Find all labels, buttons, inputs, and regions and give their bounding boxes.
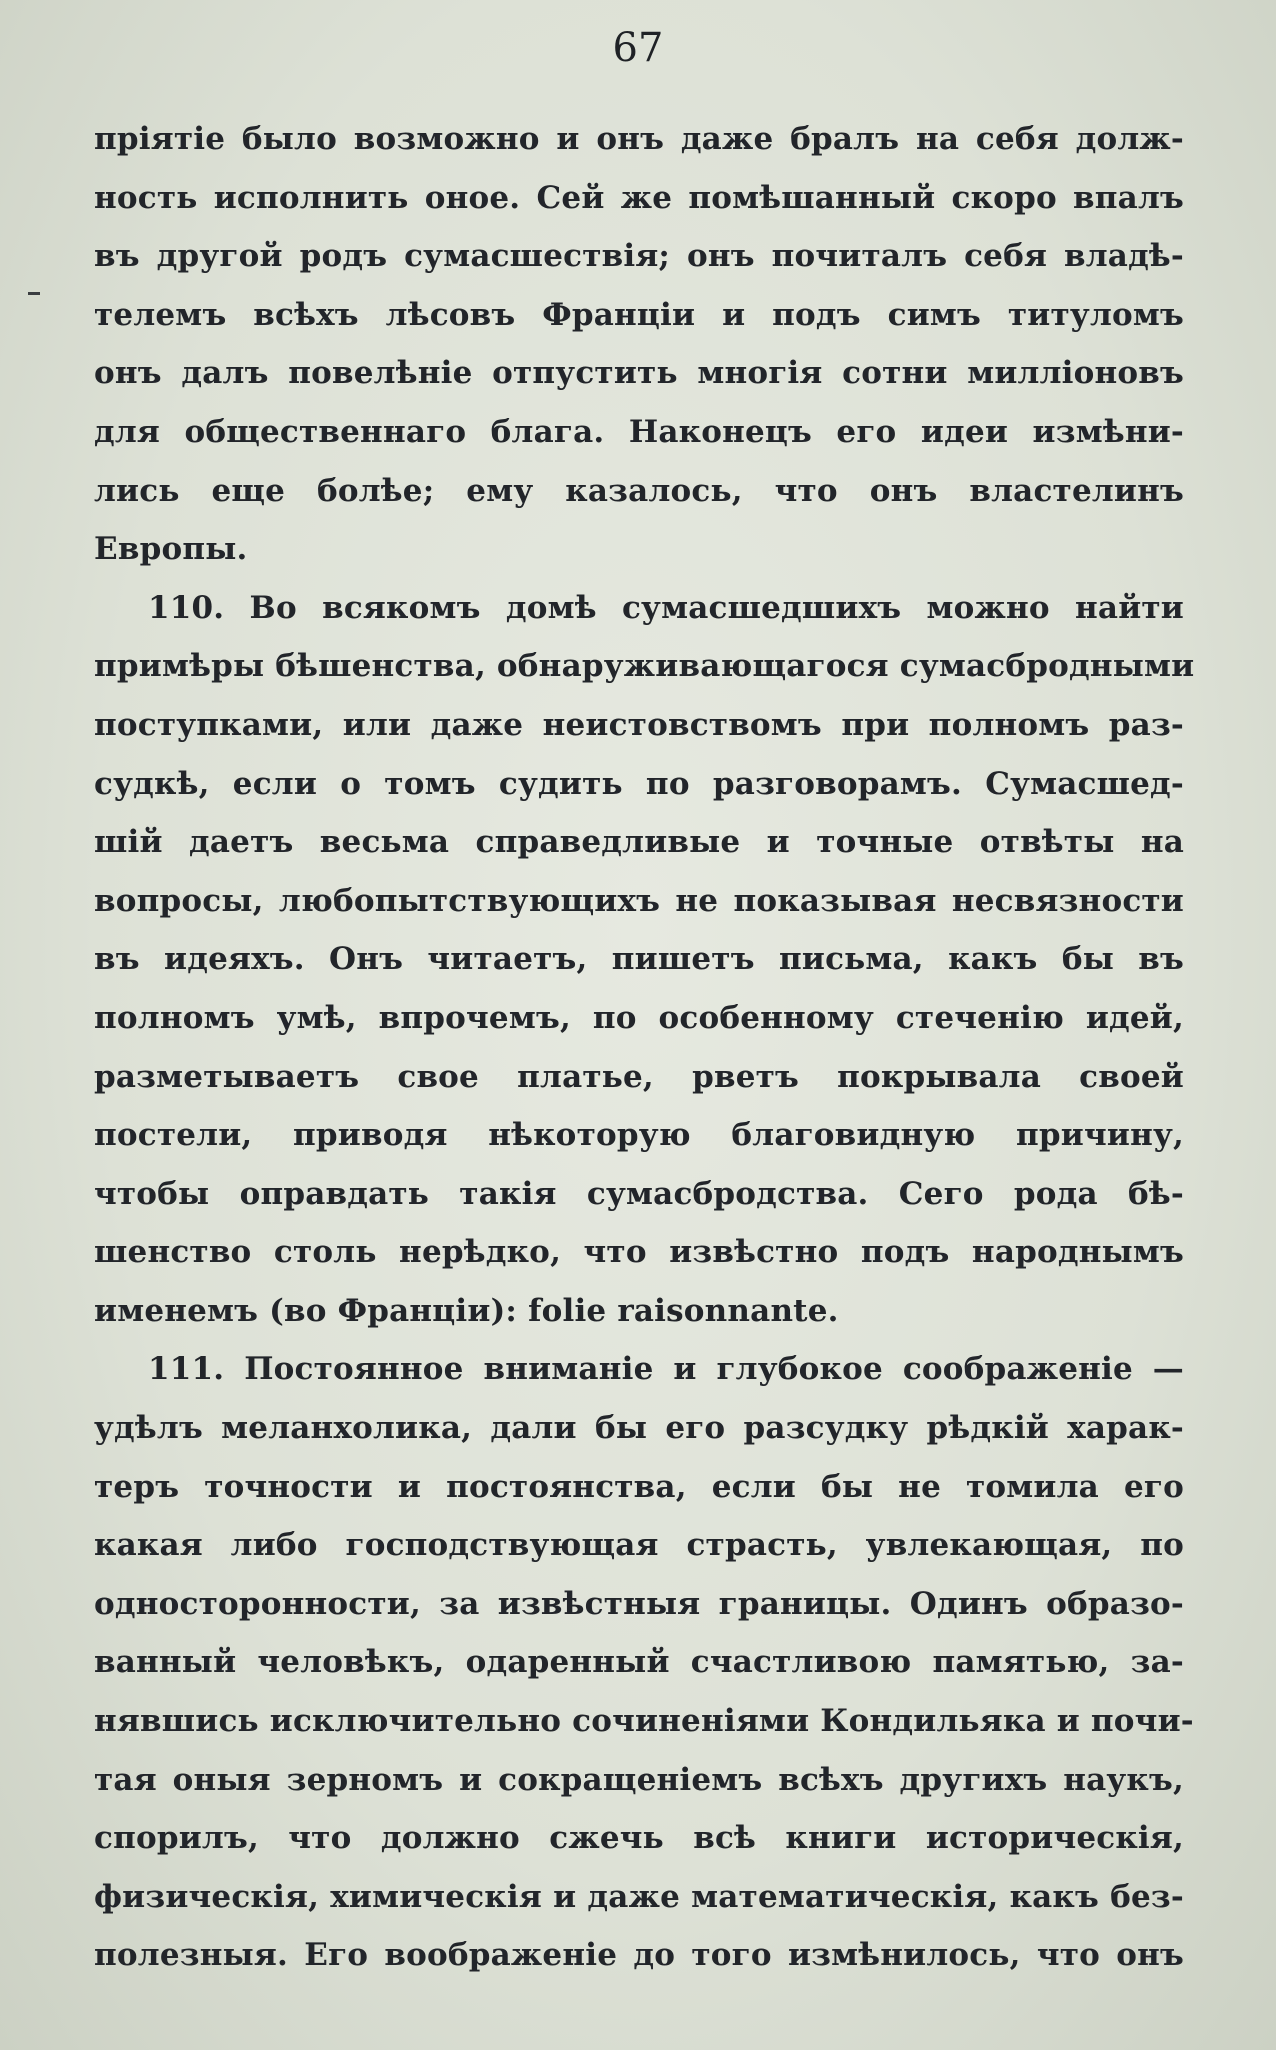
text-line: онъ далъ повелѣніе отпустить многія сотни милліоновъ — [94, 355, 1184, 392]
text-line: спорилъ, что должно сжечь всѣ книги историческія, — [94, 1820, 1184, 1857]
text-line: телемъ всѣхъ лѣсовъ Франціи и подъ симъ титуломъ — [94, 296, 1184, 333]
text-line: полезныя. Его воображеніе до того измѣнилось, что онъ — [94, 1937, 1184, 1974]
text-line: въ другой родъ сумасшествія; онъ почиталъ себя владѣ- — [94, 238, 1184, 275]
text-line: поступками, или даже неистовствомъ при полномъ раз- — [94, 706, 1184, 743]
text-line: чтобы оправдать такія сумасбродства. Сего рода бѣ- — [94, 1175, 1184, 1212]
text-line: шій даетъ весьма справедливые и точные отвѣты на — [94, 824, 1184, 861]
text-line: лись еще болѣе; ему казалось, что онъ властелинъ — [94, 472, 1184, 509]
text-line: полномъ умѣ, впрочемъ, по особенному стеченію идей, — [94, 999, 1184, 1036]
paragraph-end-line: именемъ (во Франціи): folie raisonnante. — [94, 1292, 839, 1329]
page-number: 67 — [612, 25, 664, 71]
text-line: тая оныя зерномъ и сокращеніемъ всѣхъ другихъ наукъ, — [94, 1761, 1184, 1798]
paragraph-start-line: 111. Постоянное вниманіе и глубокое соображеніе — — [148, 1351, 1184, 1388]
text-line: односторонности, за извѣстныя границы. Одинъ образо- — [94, 1585, 1184, 1622]
text-line: нявшись исключительно сочиненіями Кондильяка и почи- — [94, 1703, 1194, 1740]
body-text — [94, 110, 1195, 1985]
text-line: шенство столь нерѣдко, что извѣстно подъ народнымъ — [94, 1234, 1184, 1271]
text-line: пріятіе было возможно и онъ даже бралъ на себя долж- — [94, 121, 1184, 157]
text-line: удѣлъ меланхолика, дали бы его разсудку рѣдкій харак- — [94, 1410, 1184, 1447]
text-line: примѣры бѣшенства, обнаруживающагося сумасбродными — [94, 648, 1195, 685]
text-line: въ идеяхъ. Онъ читаетъ, пишетъ письма, какъ бы въ — [94, 941, 1184, 978]
paragraph-start-line: 110. Во всякомъ домѣ сумасшедшихъ можно найти — [148, 589, 1184, 626]
text-line: вопросы, любопытствующихъ не показывая несвязности — [94, 882, 1184, 919]
text-line: для общественнаго блага. Наконецъ его идеи измѣни- — [94, 413, 1184, 450]
text-line: теръ точности и постоянства, если бы не томила его — [94, 1468, 1184, 1505]
text-line: ванный человѣкъ, одаренный счастливою памятью, за- — [94, 1644, 1184, 1681]
text-line: физическія, химическія и даже математическія, какъ без- — [94, 1878, 1184, 1915]
text-line: ность исполнить оное. Сей же помѣшанный скоро впалъ — [94, 179, 1184, 216]
text-line: постели, приводя нѣкоторую благовидную причину, — [94, 1117, 1184, 1154]
margin-dash-mark — [28, 292, 40, 295]
text-line: какая либо господствующая страсть, увлекающая, по — [94, 1527, 1184, 1564]
text-line: разметываетъ свое платье, рветъ покрывала своей — [94, 1058, 1184, 1095]
paragraph-end-line: Европы. — [94, 531, 248, 568]
text-line: судкѣ, если о томъ судить по разговорамъ. Сумасшед- — [94, 765, 1184, 802]
